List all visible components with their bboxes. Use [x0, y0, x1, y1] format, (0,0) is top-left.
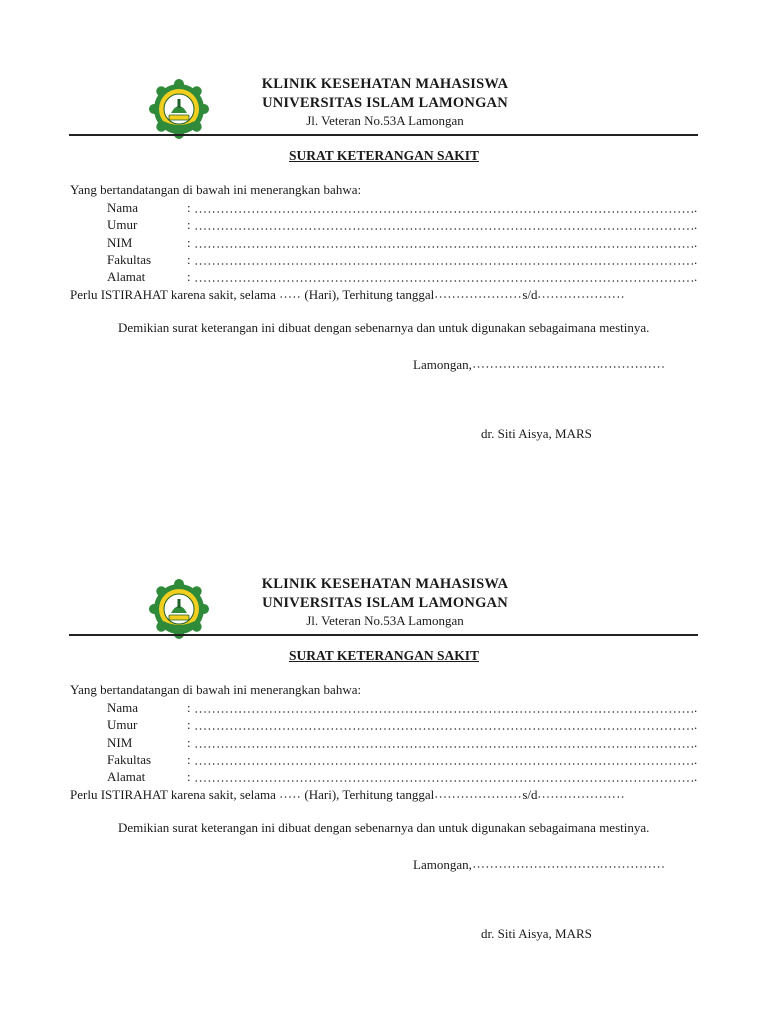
field-label: NIM [107, 235, 133, 250]
start-date-blank[interactable] [434, 296, 522, 298]
field-colon: : [187, 735, 191, 750]
date-blank[interactable] [472, 866, 664, 868]
clinic-address: Jl. Veteran No.53A Lamongan [306, 613, 464, 628]
field-colon: : [187, 200, 191, 215]
field-colon: : [187, 717, 191, 732]
field-nim [107, 735, 699, 752]
field-colon: : [187, 769, 191, 784]
field-label: Nama [107, 200, 139, 215]
university-logo [149, 79, 209, 139]
leave-line [70, 287, 625, 303]
university-name: UNIVERSITAS ISLAM LAMONGAN [262, 595, 508, 611]
field-colon: : [187, 752, 191, 767]
field-label: Alamat [107, 769, 146, 784]
field-alamat [107, 269, 699, 286]
field-end: . [694, 235, 698, 250]
intro-text: Yang bertandatangan di bawah ini menerangkan bahwa: [70, 182, 362, 197]
date-blank[interactable] [472, 366, 664, 368]
signer-name: dr. Siti Aisya, MARS [481, 926, 592, 941]
field-label: Nama [107, 700, 139, 715]
field-label: Alamat [107, 269, 146, 284]
field-label: Fakultas [107, 252, 152, 267]
field-value[interactable] [194, 280, 694, 282]
field-alamat [107, 769, 699, 786]
place-label: Lamongan, [413, 357, 472, 372]
signer-name: dr. Siti Aisya, MARS [481, 426, 592, 441]
field-umur [107, 717, 699, 734]
field-value[interactable] [194, 746, 694, 748]
sick-note-form-2 [0, 500, 768, 980]
clinic-address: Jl. Veteran No.53A Lamongan [306, 113, 464, 128]
field-end: . [694, 200, 698, 215]
clinic-name: KLINIK KESEHATAN MAHASISWA [261, 76, 509, 92]
field-colon: : [187, 269, 191, 284]
field-label: Umur [107, 217, 138, 232]
leave-prefix: Perlu ISTIRAHAT karena sakit, selama [70, 787, 276, 802]
closing-statement: Demikian surat keterangan ini dibuat dengan sebenarnya dan untuk digunakan sebagaimana mestinya. [118, 820, 650, 835]
field-end: . [694, 269, 698, 284]
university-name: UNIVERSITAS ISLAM LAMONGAN [262, 95, 508, 111]
field-end: . [694, 217, 698, 232]
field-nama [107, 200, 699, 217]
intro-text: Yang bertandatangan di bawah ini menerangkan bahwa: [70, 682, 362, 697]
start-date-blank[interactable] [434, 796, 522, 798]
leave-separator: s/d [522, 287, 538, 302]
field-value[interactable] [194, 780, 694, 782]
closing-statement: Demikian surat keterangan ini dibuat dengan sebenarnya dan untuk digunakan sebagaimana mestinya. [118, 320, 650, 335]
field-umur [107, 217, 699, 234]
leave-middle: (Hari), Terhitung tanggal [304, 287, 435, 302]
university-logo [149, 579, 209, 639]
field-end: . [694, 700, 698, 715]
field-value[interactable] [194, 263, 694, 265]
field-label: Fakultas [107, 752, 152, 767]
field-fakultas [107, 252, 699, 269]
field-value[interactable] [194, 211, 694, 213]
field-end: . [694, 752, 698, 767]
days-blank[interactable] [279, 296, 301, 298]
leave-separator: s/d [522, 787, 538, 802]
field-fakultas [107, 752, 699, 769]
leave-line [70, 787, 625, 803]
field-value[interactable] [194, 711, 694, 713]
place-label: Lamongan, [413, 857, 472, 872]
header-divider [69, 134, 698, 136]
field-nim [107, 235, 699, 252]
field-label: Umur [107, 717, 138, 732]
field-nama [107, 700, 699, 717]
days-blank[interactable] [279, 796, 301, 798]
field-value[interactable] [194, 246, 694, 248]
field-value[interactable] [194, 228, 694, 230]
place-date-line [413, 357, 664, 373]
sick-note-form-1 [0, 0, 768, 480]
field-value[interactable] [194, 728, 694, 730]
field-value[interactable] [194, 763, 694, 765]
field-colon: : [187, 252, 191, 267]
field-end: . [694, 717, 698, 732]
field-end: . [694, 252, 698, 267]
field-end: . [694, 769, 698, 784]
header-divider [69, 634, 698, 636]
field-label: NIM [107, 735, 133, 750]
leave-middle: (Hari), Terhitung tanggal [304, 787, 435, 802]
end-date-blank[interactable] [537, 296, 625, 298]
leave-prefix: Perlu ISTIRAHAT karena sakit, selama [70, 287, 276, 302]
field-colon: : [187, 217, 191, 232]
field-colon: : [187, 235, 191, 250]
field-end: . [694, 735, 698, 750]
clinic-name: KLINIK KESEHATAN MAHASISWA [261, 576, 509, 592]
end-date-blank[interactable] [537, 796, 625, 798]
document-title: SURAT KETERANGAN SAKIT [288, 648, 480, 663]
document-title: SURAT KETERANGAN SAKIT [288, 148, 480, 163]
field-colon: : [187, 700, 191, 715]
place-date-line [413, 857, 664, 873]
